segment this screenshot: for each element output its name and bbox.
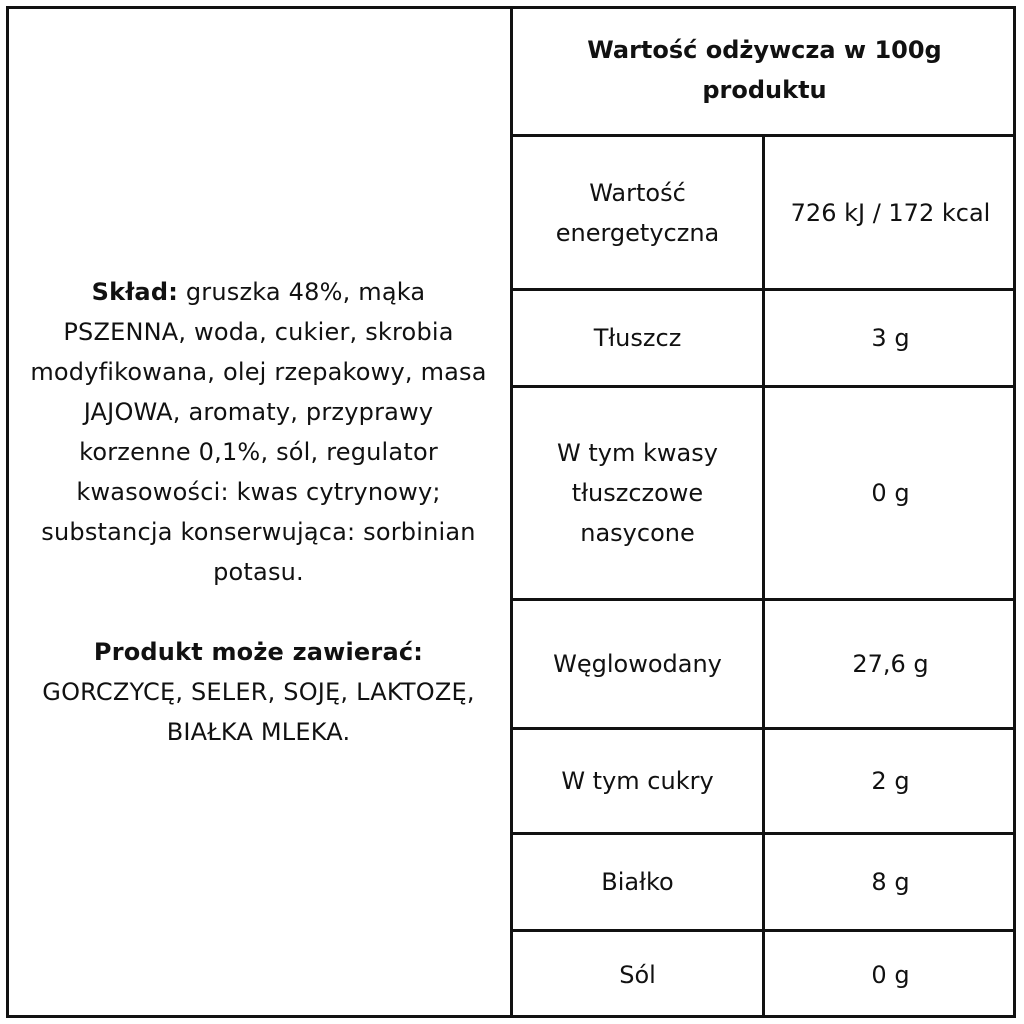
nutrient-name-salt: Sól	[619, 961, 656, 989]
nutrition-header: Wartość odżywcza w 100g produktu	[587, 36, 942, 104]
nutrient-name-carbohydrates: Węglowodany	[553, 650, 722, 678]
allergens-paragraph	[28, 632, 489, 752]
nutrient-name-saturated-fat: W tym kwasy tłuszczowe nasycone	[557, 439, 718, 547]
nutrient-value-carbohydrates: 27,6 g	[852, 650, 929, 678]
nutrient-value-salt: 0 g	[871, 961, 910, 989]
ingredients-label: Skład:	[91, 278, 178, 306]
ingredients-paragraph	[28, 272, 489, 592]
allergens-label: Produkt może zawierać:	[93, 638, 424, 666]
nutrient-name-protein: Białko	[601, 868, 674, 896]
allergens-text: GORCZYCĘ, SELER, SOJĘ, LAKTOZĘ, BIAŁKA MLEKA.	[42, 678, 475, 746]
nutrient-name-energy: Wartość energetyczna	[555, 178, 720, 247]
nutrient-value-saturated-fat: 0 g	[871, 479, 910, 507]
nutrient-value-protein: 8 g	[871, 868, 910, 896]
nutrient-name-fat: Tłuszcz	[593, 324, 682, 352]
ingredients-panel	[6, 6, 511, 1018]
ingredients-text: gruszka 48%, mąka PSZENNA, woda, cukier, skrobia modyfikowana, olej rzepakowy, masa JAJOWA, aromaty, przyprawy korzenne 0,1%, sól, regulator kwasowości: kwas cytrynowy; substancja konserwująca: sorbinian potasu.	[30, 278, 487, 586]
nutrient-name-sugars: W tym cukry	[561, 767, 714, 795]
nutrient-value-fat: 3 g	[871, 324, 910, 352]
nutrient-value-sugars: 2 g	[871, 767, 910, 795]
nutrient-value-energy: 726 kJ / 172 kcal	[790, 198, 991, 227]
